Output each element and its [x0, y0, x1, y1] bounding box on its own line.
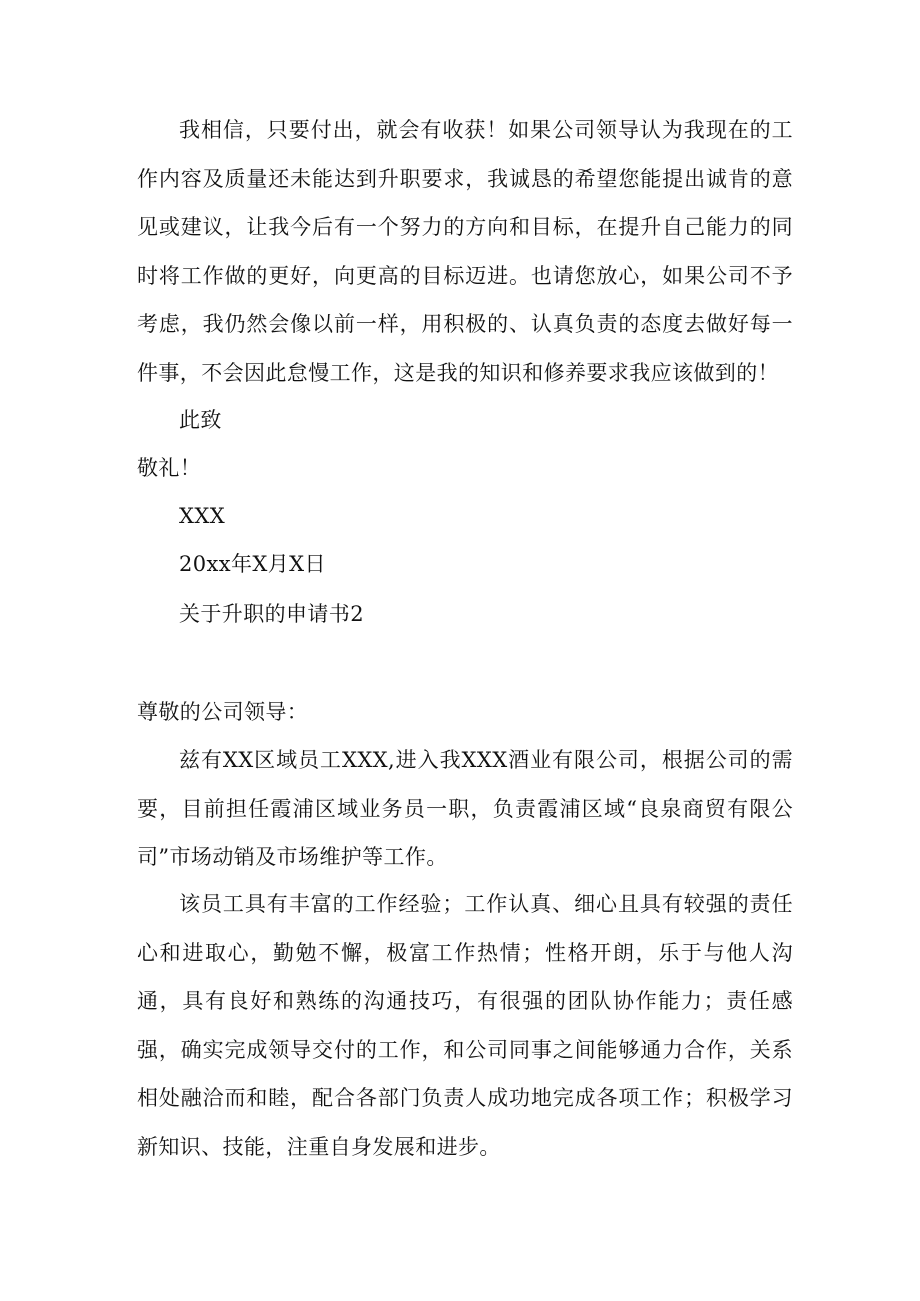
closing-jingli: 敬礼！: [137, 456, 202, 480]
salutation: 尊敬的公司领导：: [137, 700, 309, 724]
signature-name: XXX: [179, 504, 226, 528]
signature-date: 20xx年X月X日: [179, 552, 326, 576]
body-paragraph-introduction: 兹有XX区域员工XXX,进入我XXX酒业有限公司，根据公司的需要，目前担任霞浦区域业务员一职，负责霞浦区域“良泉商贸有限公司”市场动销及市场维护等工作。: [137, 748, 793, 869]
body-paragraph-evaluation: 该员工具有丰富的工作经验；工作认真、细心且具有较强的责任心和进取心，勤勉不懈，极富工作热情；性格开朗，乐于与他人沟通，具有良好和熟练的沟通技巧，有很强的团队协作能力；责任感强，确实完成领导交付的工作，和公司同事之间能够通力合作，关系相处融洽而和睦，配合各部门负责人成功地完成各项工作；积极学习新知识、技能，注重自身发展和进步。: [137, 892, 793, 1159]
closing-cizhi: 此致: [179, 408, 222, 432]
body-paragraph-commitment: 我相信，只要付出，就会有收获！如果公司领导认为我现在的工作内容及质量还未能达到升职要求，我诚恳的希望您能提出诚肯的意见或建议，让我今后有一个努力的方向和目标，在提升自己能力的同时将工作做的更好，向更高的目标迈进。也请您放心，如果公司不予考虑，我仍然会像以前一样，用积极的、认真负责的态度去做好每一件事，不会因此怠慢工作，这是我的知识和修养要求我应该做到的！: [137, 118, 793, 385]
section-title: 关于升职的申请书2: [179, 602, 364, 626]
